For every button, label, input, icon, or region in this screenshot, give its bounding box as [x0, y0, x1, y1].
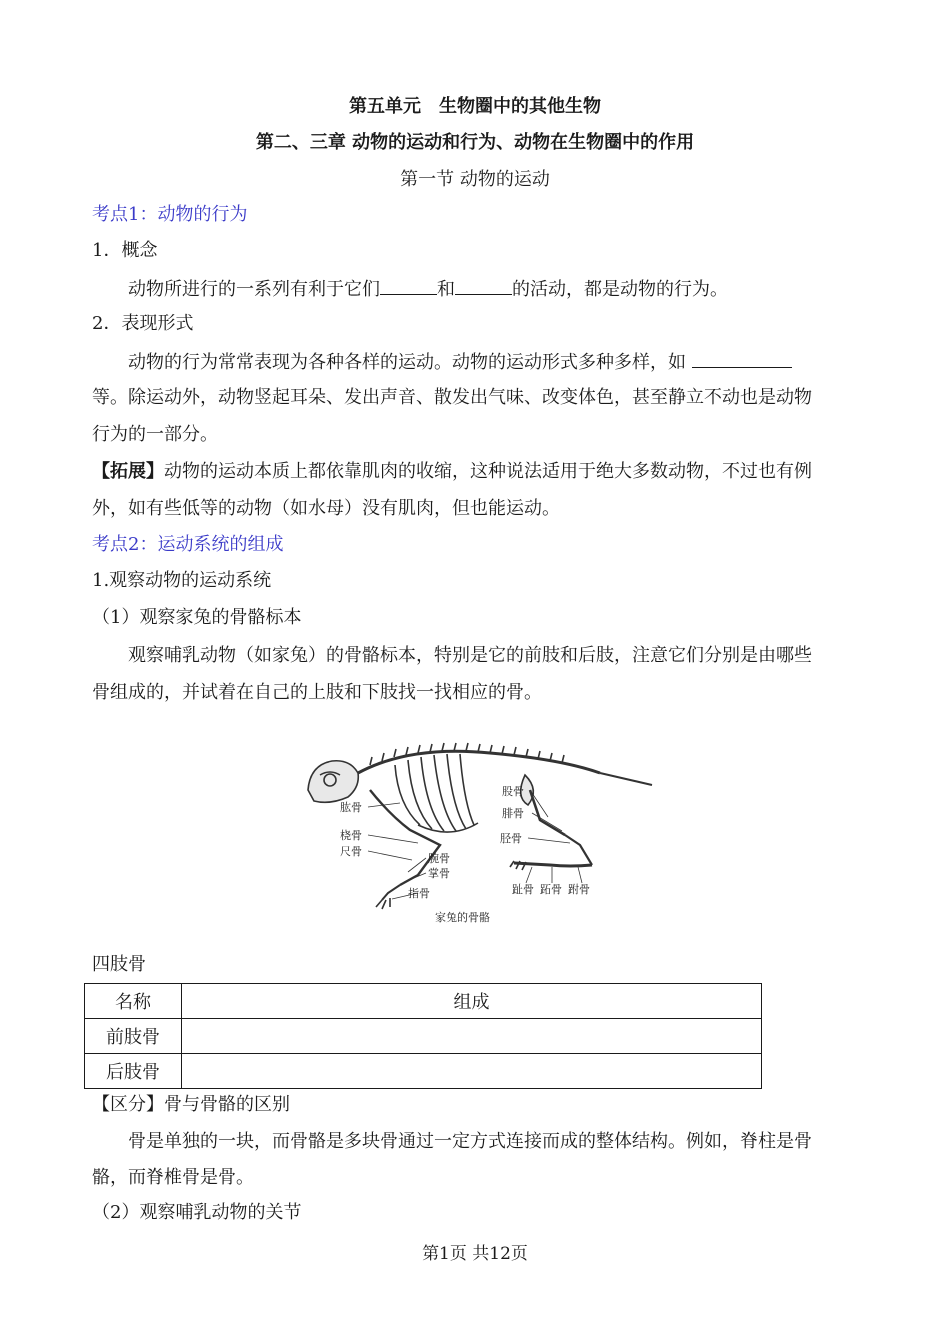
kp2-sub1: （1）观察家兔的骨骼标本 [92, 607, 302, 628]
distinction-para-line1: 骨是单独的一块，而骨骼是多块骨通过一定方式连接而成的整体结构。例如，脊柱是骨 [128, 1131, 812, 1152]
concept-text-a: 动物所进行的一系列有利于它们 [128, 279, 380, 300]
label-carpal: 腕骨 [428, 852, 450, 865]
ext-text-1: 动物的运动本质上都依靠肌肉的收缩，这种说法适用于绝大多数动物，不过也有例 [164, 461, 812, 482]
concept-text-b: 和 [437, 279, 455, 300]
kp2-title: 考点2：运动系统的组成 [92, 534, 284, 555]
label-ulna: 尺骨 [340, 845, 362, 858]
kp1-concept-heading: 1．概念 [92, 240, 158, 261]
distinction-para-line2: 骼，而脊椎骨是骨。 [92, 1167, 254, 1188]
page-number: 第1页 共12页 [422, 1244, 528, 1264]
label-humerus: 肱骨 [340, 801, 362, 814]
kp1-forms-heading: 2．表现形式 [92, 313, 194, 334]
limbs-heading: 四肢骨 [92, 954, 146, 975]
section-title: 第一节 动物的运动 [400, 169, 550, 190]
rabbit-skeleton-drawing [300, 735, 660, 930]
kp1-concept-sentence [128, 276, 728, 302]
rib-cage-shape [395, 754, 474, 831]
kp1-ext-line1 [92, 460, 812, 484]
label-fibula: 腓骨 [502, 807, 524, 820]
kp1-title: 考点1：动物的行为 [92, 204, 248, 225]
fill-blank-1[interactable] [380, 276, 437, 295]
kp1-forms-line1 [128, 349, 792, 375]
row-name: 后肢骨 [85, 1054, 182, 1089]
table-row [85, 1054, 762, 1089]
label-metacarpal: 掌骨 [428, 867, 450, 880]
row-composition-cell[interactable] [182, 1019, 762, 1054]
label-tibia: 胫骨 [500, 832, 522, 845]
label-metatarsal: 跗骨 [568, 883, 590, 896]
label-tarsal: 跖骨 [540, 883, 562, 896]
kp2-para-line2: 骨组成的，并试着在自己的上肢和下肢找一找相应的骨。 [92, 682, 542, 703]
label-femur: 股骨 [502, 785, 524, 798]
ext-label: 【拓展】 [92, 461, 164, 482]
label-phalanx: 指骨 [408, 887, 430, 900]
rabbit-skeleton-figure [300, 735, 660, 930]
distinction-title: 骨与骨骼的区别 [164, 1094, 290, 1115]
label-toe: 趾骨 [512, 883, 534, 896]
kp1-forms-line2: 等。除运动外，动物竖起耳朵、发出声音、散发出气味、改变体色，甚至静立不动也是动物 [92, 387, 812, 408]
kp2-para-line1: 观察哺乳动物（如家兔）的骨骼标本，特别是它的前肢和后肢，注意它们分别是由哪些 [128, 645, 812, 666]
forms-text-1a: 动物的行为常常表现为各种各样的运动。动物的运动形式多种多样，如 [128, 352, 686, 373]
kp2-item1: 1.观察动物的运动系统 [92, 570, 272, 591]
chapter-title: 第二、三章 动物的运动和行为、动物在生物圈中的作用 [255, 132, 695, 153]
label-radius: 桡骨 [340, 829, 362, 842]
skull-shape [308, 761, 358, 803]
hind-leg-shape [530, 790, 565, 835]
table-row [85, 1019, 762, 1054]
table-header-row [85, 984, 762, 1019]
row-composition-cell[interactable] [182, 1054, 762, 1089]
fill-blank-3[interactable] [692, 349, 792, 368]
distinction-label: 【区分】 [92, 1094, 164, 1115]
row-name: 前肢骨 [85, 1019, 182, 1054]
header-composition: 组成 [182, 984, 762, 1019]
unit-title: 第五单元 生物圈中的其他生物 [349, 96, 601, 117]
kp1-forms-line3: 行为的一部分。 [92, 424, 218, 445]
limb-bones-table [84, 983, 762, 1089]
kp1-ext-line2: 外，如有些低等的动物（如水母）没有肌肉，但也能运动。 [92, 498, 560, 519]
fill-blank-2[interactable] [455, 276, 512, 295]
figure-caption: 家兔的骨骼 [435, 911, 490, 924]
distinction-line [92, 1093, 290, 1117]
joint-subheading: （2）观察哺乳动物的关节 [92, 1202, 302, 1223]
concept-text-c: 的活动，都是动物的行为。 [512, 279, 728, 300]
header-name: 名称 [85, 984, 182, 1019]
